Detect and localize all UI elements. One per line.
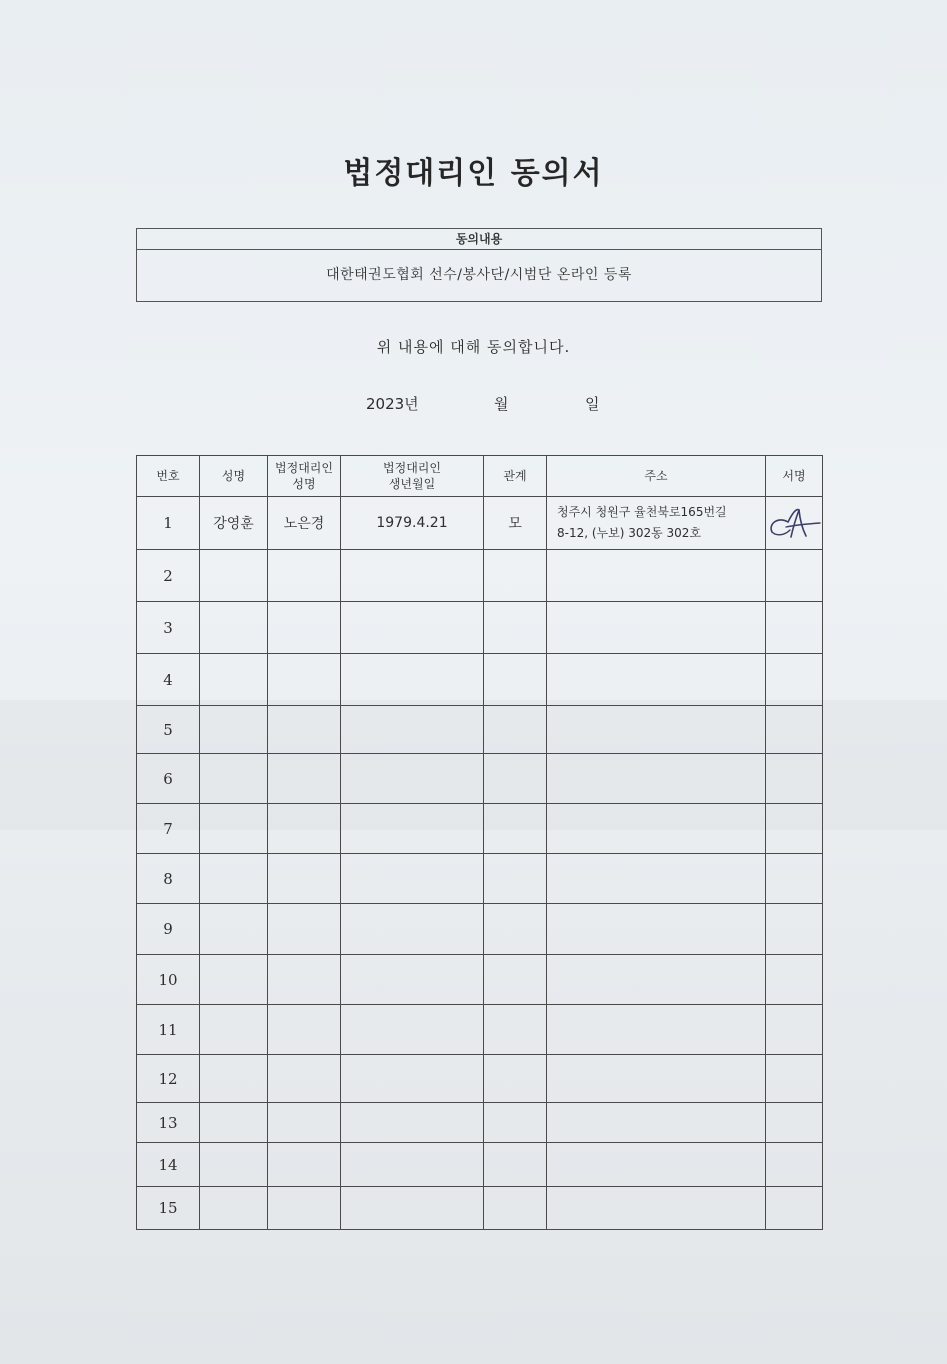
- row-guardian-birth: [341, 550, 484, 602]
- row-name: 강영훈: [200, 497, 268, 550]
- row-address: [547, 904, 766, 955]
- row-number: 11: [137, 1005, 200, 1055]
- row-relation: [484, 754, 547, 804]
- header-relation: 관계: [484, 456, 547, 497]
- row-guardian-birth: [341, 854, 484, 904]
- row-signature: [766, 497, 823, 550]
- table-row: [137, 804, 823, 854]
- row-guardian-name: [268, 1103, 341, 1143]
- row-guardian-name: [268, 654, 341, 706]
- row-guardian-name: [268, 854, 341, 904]
- guardian-table: [136, 455, 823, 1230]
- row-relation: [484, 955, 547, 1005]
- row-guardian-name: [268, 1143, 341, 1187]
- row-guardian-name: [268, 602, 341, 654]
- row-guardian-birth: [341, 602, 484, 654]
- row-guardian-birth: [341, 1103, 484, 1143]
- row-name: [200, 1005, 268, 1055]
- row-name: [200, 955, 268, 1005]
- row-relation: [484, 602, 547, 654]
- table-row: [137, 497, 823, 550]
- row-guardian-name: 노은경: [268, 497, 341, 550]
- row-number: 5: [137, 706, 200, 754]
- row-number: 4: [137, 654, 200, 706]
- document-title: 법정대리인 동의서: [343, 156, 604, 191]
- row-signature: [766, 804, 823, 854]
- row-signature: [766, 754, 823, 804]
- row-relation: [484, 654, 547, 706]
- row-name: [200, 904, 268, 955]
- row-number: 15: [137, 1187, 200, 1230]
- row-name: [200, 804, 268, 854]
- row-name: [200, 1103, 268, 1143]
- handwritten-signature: [766, 506, 822, 540]
- row-signature: [766, 706, 823, 754]
- row-signature: [766, 1187, 823, 1230]
- row-name: [200, 550, 268, 602]
- table-row: [137, 706, 823, 754]
- row-address: [547, 1005, 766, 1055]
- row-relation: [484, 550, 547, 602]
- table-header-row: [137, 456, 823, 497]
- row-relation: [484, 1005, 547, 1055]
- header-number: 번호: [137, 456, 200, 497]
- header-guardian-name: [268, 456, 341, 497]
- row-guardian-birth: [341, 1055, 484, 1103]
- table-row: [137, 602, 823, 654]
- row-number: 10: [137, 955, 200, 1005]
- row-address: [547, 1143, 766, 1187]
- row-address: [547, 654, 766, 706]
- table-row: [137, 1055, 823, 1103]
- row-guardian-name: [268, 1055, 341, 1103]
- row-address: [547, 706, 766, 754]
- row-guardian-name: [268, 754, 341, 804]
- header-signature: 서명: [766, 456, 823, 497]
- row-relation: [484, 1187, 547, 1230]
- row-relation: [484, 1103, 547, 1143]
- row-guardian-name: [268, 804, 341, 854]
- row-address: [547, 955, 766, 1005]
- row-guardian-birth: [341, 706, 484, 754]
- row-signature: [766, 1143, 823, 1187]
- row-relation: [484, 1055, 547, 1103]
- table-row: [137, 1187, 823, 1230]
- consent-header: 동의내용: [137, 229, 821, 250]
- row-signature: [766, 550, 823, 602]
- row-guardian-birth: [341, 1143, 484, 1187]
- row-relation: [484, 1143, 547, 1187]
- header-guardian-name-line1: 법정대리인: [275, 461, 333, 475]
- row-guardian-name: [268, 550, 341, 602]
- row-address: [547, 754, 766, 804]
- header-guardian-birth-line2: 생년월일: [388, 477, 436, 491]
- header-guardian-name-line2: 성명: [292, 477, 316, 491]
- table-body: [137, 497, 823, 1230]
- row-number: 9: [137, 904, 200, 955]
- row-number: 13: [137, 1103, 200, 1143]
- agreement-statement: 위 내용에 대해 동의합니다.: [376, 338, 571, 356]
- row-name: [200, 1055, 268, 1103]
- row-name: [200, 1143, 268, 1187]
- row-address: [547, 804, 766, 854]
- row-number: 12: [137, 1055, 200, 1103]
- row-number: 3: [137, 602, 200, 654]
- row-guardian-birth: [341, 754, 484, 804]
- date-year: 2023년: [366, 395, 419, 413]
- header-guardian-birth-line1: 법정대리인: [383, 461, 441, 475]
- table-row: [137, 654, 823, 706]
- row-guardian-birth: [341, 955, 484, 1005]
- row-address: [547, 1055, 766, 1103]
- header-guardian-birth: [341, 456, 484, 497]
- header-name: 성명: [200, 456, 268, 497]
- row-signature: [766, 955, 823, 1005]
- row-guardian-birth: [341, 904, 484, 955]
- header-address: 주소: [547, 456, 766, 497]
- row-address: [547, 602, 766, 654]
- row-guardian-birth: [341, 654, 484, 706]
- row-number: 6: [137, 754, 200, 804]
- row-relation: [484, 854, 547, 904]
- table-row: [137, 550, 823, 602]
- row-number: 14: [137, 1143, 200, 1187]
- row-address: [547, 497, 766, 550]
- row-guardian-birth: [341, 804, 484, 854]
- row-address: [547, 854, 766, 904]
- row-name: [200, 1187, 268, 1230]
- row-signature: [766, 1005, 823, 1055]
- table-row: [137, 754, 823, 804]
- row-address: [547, 1103, 766, 1143]
- row-number: 2: [137, 550, 200, 602]
- table-row: [137, 1143, 823, 1187]
- row-guardian-name: [268, 904, 341, 955]
- table-row: [137, 904, 823, 955]
- row-guardian-name: [268, 1187, 341, 1230]
- consent-body: 대한태권도협회 선수/봉사단/시범단 온라인 등록: [326, 267, 632, 283]
- row-guardian-name: [268, 955, 341, 1005]
- row-number: 7: [137, 804, 200, 854]
- row-number: 1: [137, 497, 200, 550]
- row-relation: [484, 904, 547, 955]
- row-guardian-name: [268, 1005, 341, 1055]
- row-signature: [766, 654, 823, 706]
- row-name: [200, 854, 268, 904]
- row-relation: [484, 804, 547, 854]
- row-name: [200, 654, 268, 706]
- date-day: 일: [585, 395, 600, 413]
- table-row: [137, 955, 823, 1005]
- table-row: [137, 1103, 823, 1143]
- table-row: [137, 854, 823, 904]
- row-signature: [766, 904, 823, 955]
- row-guardian-birth: [341, 1187, 484, 1230]
- row-guardian-birth: [341, 1005, 484, 1055]
- row-name: [200, 706, 268, 754]
- row-address: [547, 550, 766, 602]
- consent-content-box: [136, 228, 822, 302]
- row-signature: [766, 1103, 823, 1143]
- row-guardian-name: [268, 706, 341, 754]
- row-guardian-birth: 1979.4.21: [341, 497, 484, 550]
- row-signature: [766, 602, 823, 654]
- row-relation: 모: [484, 497, 547, 550]
- date-month: 월: [494, 395, 509, 413]
- row-signature: [766, 854, 823, 904]
- row-address-line2: 8-12, (누보) 302동 302호: [557, 526, 702, 540]
- row-number: 8: [137, 854, 200, 904]
- row-address: [547, 1187, 766, 1230]
- row-relation: [484, 706, 547, 754]
- row-address-line1: 청주시 청원구 율천북로165번길: [557, 505, 727, 519]
- table-row: [137, 1005, 823, 1055]
- row-signature: [766, 1055, 823, 1103]
- row-name: [200, 602, 268, 654]
- row-name: [200, 754, 268, 804]
